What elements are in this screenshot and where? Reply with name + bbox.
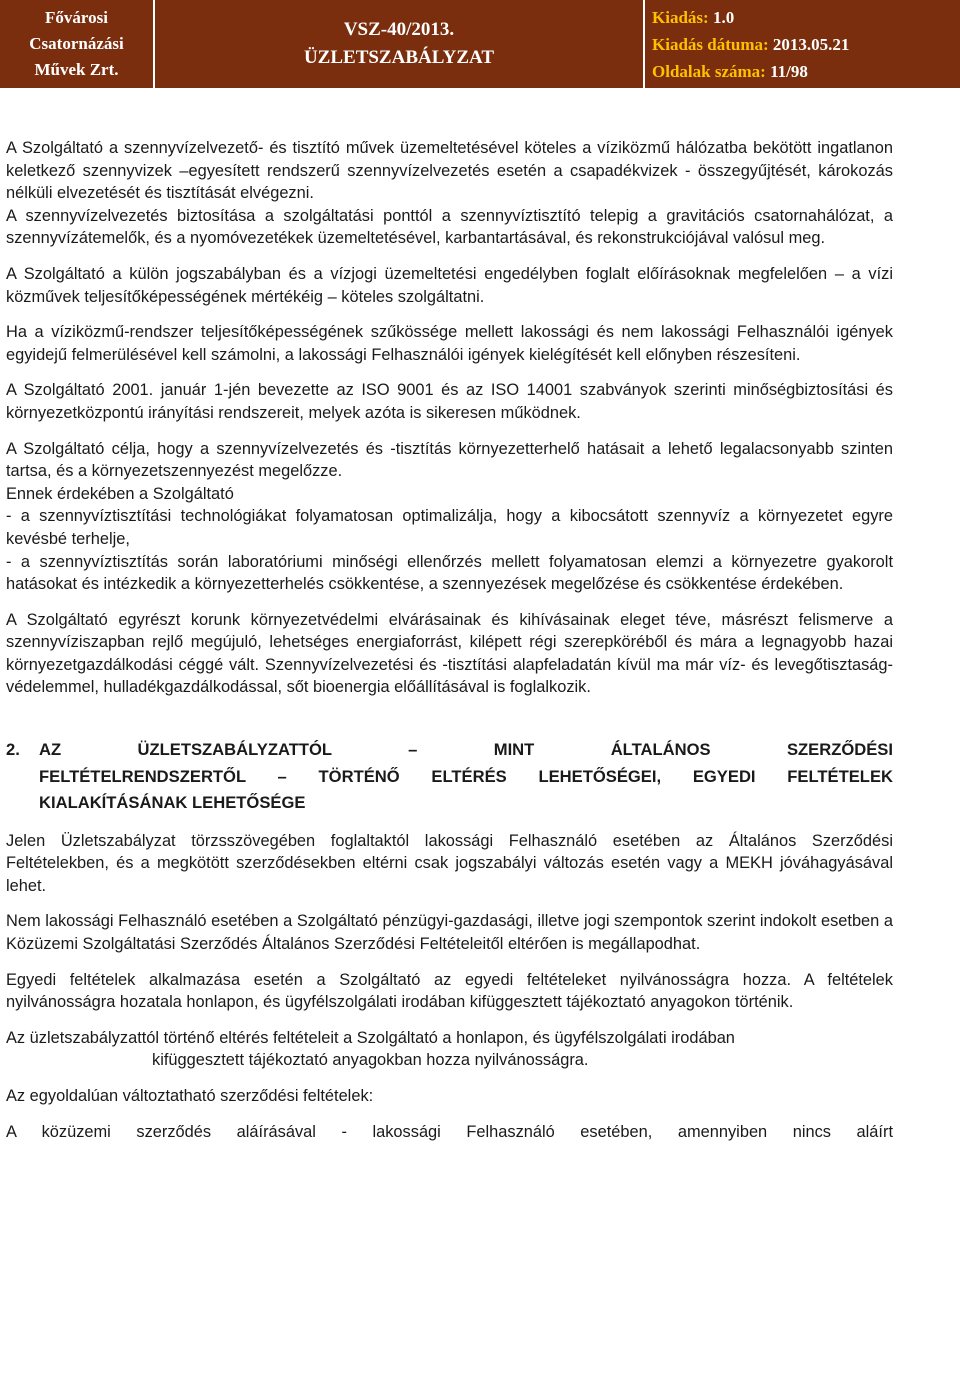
paragraph-individual-terms: Egyedi feltételek alkalmazása esetén a Szolgáltató az egyedi feltételeket nyilvánosságra hozza. A feltételek nyilvánosságra hozatala honlapon, és ügyfélszolgálati irodában kifüggesztett tájékoztató anyagokon történik.	[6, 970, 893, 1012]
header-doc-title: ÜZLETSZABÁLYZAT	[303, 47, 495, 68]
paragraph-publication-line-1: Az üzletszabályzattól történő eltérés feltételeit a Szolgáltató a honlapon, és ügyfélszolgálati irodában	[6, 1028, 735, 1047]
section-heading	[6, 737, 893, 817]
header-edition	[652, 4, 960, 31]
section-heading-line-3: KIALAKÍTÁSÁNAK LEHETŐSÉGE	[39, 793, 306, 813]
paragraph-residential-priority: Ha a víziközmű-rendszer teljesítőképességének szűkössége mellett lakossági és nem lakossági Felhasználói igények egyidejű felmerülésével kell számolni, a lakossági Felhasználói igények kielégítését kell előnyben részesíteni.	[6, 323, 893, 364]
paragraph-contract-signature: A közüzemi szerződés aláírásával - lakossági Felhasználó esetében, amennyiben nincs aláírt	[6, 1122, 893, 1141]
document-header	[0, 0, 960, 88]
paragraph-measure-laboratory: - a szennyvíztisztítás során laboratóriumi minőségi ellenőrzés mellett folyamatosan elemzi a környezetre gyakorolt hatásokat és intézkedik a környezetterhelés csökkentése, a szennyezések megelőzése és csökkentése érdekében.	[6, 552, 893, 594]
header-pages-label: Oldalak száma:	[652, 61, 766, 81]
header-org-line-1: Fővárosi	[45, 8, 108, 27]
paragraph-measures-intro: Ennek érdekében a Szolgáltató	[6, 484, 234, 503]
paragraph-measure-technology: - a szennyvíztisztítási technológiákat folyamatosan optimalizálja, hogy a kibocsátott szennyvíz a környezetet egyre kevésbé terhelje,	[6, 507, 893, 548]
paragraph-network-operation: A szennyvízelvezetés biztosítása a szolgáltatási ponttól a szennyvíztisztító telepig a gravitációs csatornahálózat, a szennyvízátemelők, és a nyomóvezetékek üzemeltetésével, karbantartásával, és rekonstrukciójával valósul meg.	[6, 206, 893, 248]
section-heading-line-1: AZ ÜZLETSZABÁLYZATTÓL – MINT ÁLTALÁNOS SZERZŐDÉSI	[39, 740, 893, 760]
header-edition-value: 1.0	[712, 7, 735, 27]
paragraph-deviation-residential: Jelen Üzletszabályzat törzsszövegében foglaltaktól lakossági Felhasználó esetében az Általános Szerződési Feltételekben, és a megkötött szerződésekben eltérni csak jogszabályi változás esetén vagy a MEKH jóváhagyásával lehet.	[6, 831, 893, 895]
paragraph-publication	[6, 1027, 893, 1072]
header-org-cell	[0, 0, 155, 88]
header-doc-cell	[155, 0, 645, 88]
paragraph-iso-standards: A Szolgáltató 2001. január 1-jén bevezette az ISO 9001 és az ISO 14001 szabványok szerinti minőségbiztosítási és környezetközpontú irányítási rendszereit, melyek azóta is sikeresen működnek.	[6, 381, 893, 422]
section-heading-line-2: FELTÉTELRENDSZERTŐL – TÖRTÉNŐ ELTÉRÉS LEHETŐSÉGEI, EGYEDI FELTÉTELEK	[39, 766, 893, 786]
header-edition-label: Kiadás:	[652, 7, 709, 27]
paragraph-company-role: A Szolgáltató egyrészt korunk környezetvédelmi elvárásainak és kihívásainak eleget téve, másrészt felismerve a szennyvíziszapban rejlő megújuló, lehetséges energiaforrást, kilépett régi szerepköréből és mára a legnagyobb hazai környezetgazdálkodási céggé vált. Szennyvízelvezetési és -tisztítási alapfeladatán kívül ma már víz- és levegőtisztaság-védelemmel, hulladékgazdálkodással, sőt bioenergia előállításával is foglalkozik.	[6, 610, 893, 697]
header-doc-code: VSZ-40/2013.	[343, 19, 455, 40]
header-meta-cell	[645, 0, 960, 88]
paragraph-unilateral-terms: Az egyoldalúan változtatható szerződési feltételek:	[6, 1086, 374, 1105]
document-body	[6, 137, 893, 1143]
paragraph-legal-obligation: A Szolgáltató a külön jogszabályban és a vízjogi üzemeltetési engedélyben foglalt előírásoknak megfelelően – a vízi közművek teljesítőképességének mértékéig – köteles szolgáltatni.	[6, 264, 893, 306]
paragraph-environment-goal: A Szolgáltató célja, hogy a szennyvízelvezetés és -tisztítás környezetterhelő hatásait a lehető legalacsonyabb szinten tartsa, és a környezetszennyezést megelőzze.	[6, 439, 893, 481]
header-pages-value: 11/98	[770, 61, 808, 81]
header-date-label: Kiadás dátuma:	[652, 34, 769, 54]
header-pages	[652, 58, 960, 85]
header-date-value: 2013.05.21	[772, 34, 850, 54]
section-heading-number: 2.	[6, 740, 20, 760]
paragraph-collection-duty: A Szolgáltató a szennyvízelvezető- és tisztító művek üzemeltetésével köteles a víziközmű hálózatba bekötött ingatlanon keletkező szennyvizek –egyesített rendszerű szennyvízelvezetés esetén a csapadékvizek - összegyűjtését, károkozás nélküli elvezetését és tisztítását elvégezni.	[6, 139, 893, 203]
header-date	[652, 31, 960, 58]
paragraph-publication-line-2: kifüggesztett tájékoztató anyagokban hozza nyilvánosságra.	[152, 1051, 589, 1070]
header-org-line-3: Művek Zrt.	[34, 60, 119, 79]
header-org-line-2: Csatornázási	[29, 34, 124, 53]
paragraph-deviation-nonresidential: Nem lakossági Felhasználó esetében a Szolgáltató pénzügyi-gazdasági, illetve jogi szempontok szerint indokolt esetben a Közüzemi Szolgáltatási Szerződés Általános Szerződési Feltételeitől eltérően is megállapodhat.	[6, 912, 893, 953]
